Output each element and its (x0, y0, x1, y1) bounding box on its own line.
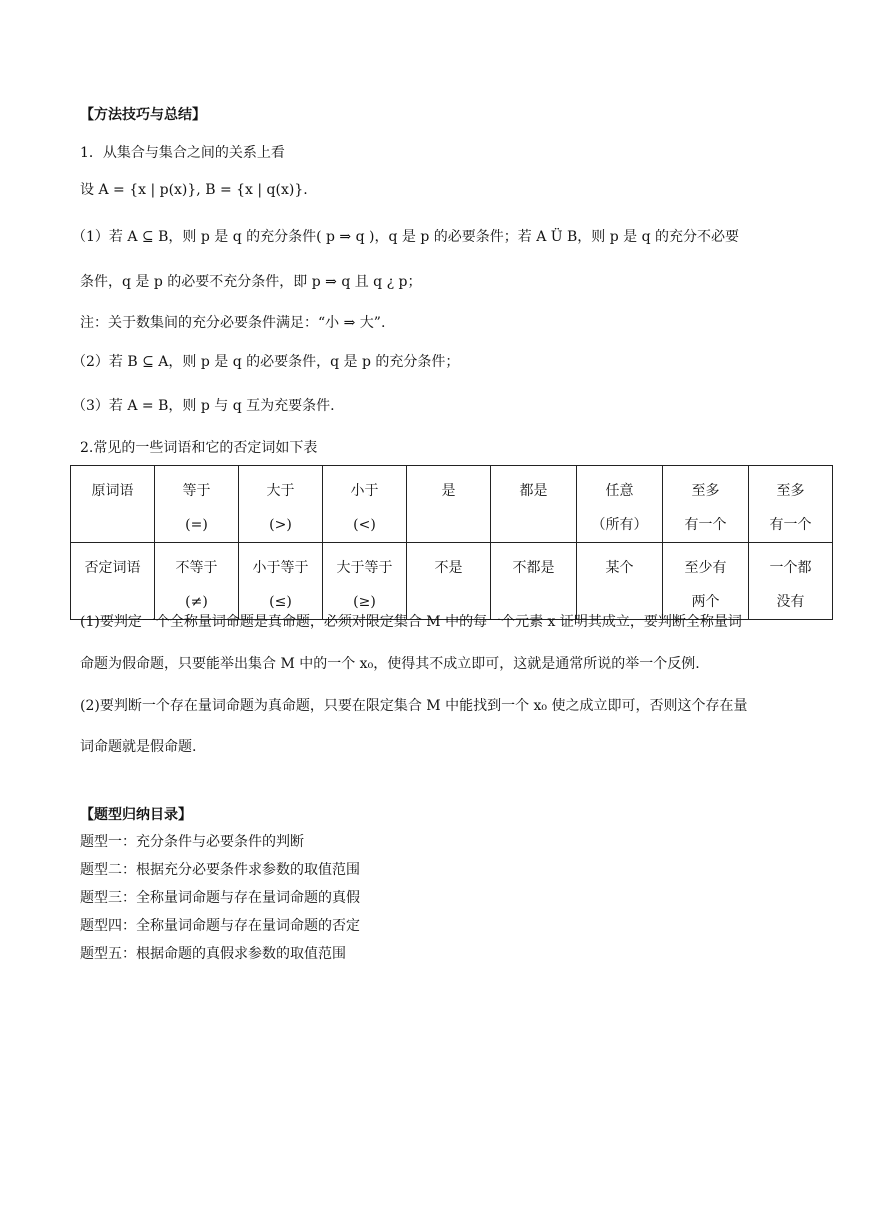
paragraph2-line2: 词命题就是假命题. (80, 739, 197, 755)
table-cell: 不等于 (≠) (155, 543, 239, 620)
table-row-negation (71, 543, 833, 620)
toc-item: 题型三：全称量词命题与存在量词命题的真假 (80, 890, 360, 906)
toc-item: 题型五：根据命题的真假求参数的取值范围 (80, 946, 346, 962)
section-heading-methods: 【方法技巧与总结】 (80, 107, 206, 123)
table-cell: 某个 (577, 543, 663, 620)
set-definition: 设 A = {x | p(x)}, B = {x | q(x)}. (80, 182, 308, 198)
toc-item: 题型二：根据充分必要条件求参数的取值范围 (80, 862, 360, 878)
table-cell: 原词语 (71, 466, 155, 543)
case3-line: （3）若 A = B，则 p 与 q 互为充要条件. (72, 398, 335, 414)
toc-item: 题型四：全称量词命题与存在量词命题的否定 (80, 918, 360, 934)
case2-line: （2）若 B ⊆ A，则 p 是 q 的必要条件，q 是 p 的充分条件； (72, 354, 460, 370)
table-cell: 不是 (407, 543, 491, 620)
table-cell: 大于 (>) (239, 466, 323, 543)
table-row-original (71, 466, 833, 543)
section2-title: 2.常见的一些词语和它的否定词如下表 (80, 440, 318, 456)
paragraph1-line2: 命题为假命题，只要能举出集合 M 中的一个 x₀，使得其不成立即可，这就是通常所说的举一个反例. (80, 656, 700, 672)
paragraph1-line1: (1)要判定一个全称量词命题是真命题，必须对限定集合 M 中的每一个元素 x 证明其成立，要判断全称量词 (80, 614, 742, 630)
table-cell: 否定词语 (71, 543, 155, 620)
table-cell: 至多 有一个 (749, 466, 833, 543)
table-cell: 是 (407, 466, 491, 543)
table-cell: 至多 有一个 (663, 466, 749, 543)
table-cell: 至少有 两个 (663, 543, 749, 620)
case1-line2: 条件，q 是 p 的必要不充分条件，即 p ⇒ q 且 q ¿ p； (80, 274, 422, 290)
table-cell: 都是 (491, 466, 577, 543)
table-cell: 小于等于 (≤) (239, 543, 323, 620)
case1-line1: （1）若 A ⊆ B，则 p 是 q 的充分条件( p ⇒ q )，q 是 p 的必要条件；若 A Ü B，则 p 是 q 的充分不必要 (72, 229, 740, 245)
table-cell: 大于等于 (≥) (323, 543, 407, 620)
table-cell: 等于 (=) (155, 466, 239, 543)
paragraph2-line1: (2)要判断一个存在量词命题为真命题，只要在限定集合 M 中能找到一个 x₀ 使之成立即可，否则这个存在量 (80, 698, 748, 714)
table-cell: 一个都 没有 (749, 543, 833, 620)
negation-table (70, 465, 833, 620)
section-heading-toc: 【题型归纳目录】 (80, 807, 192, 823)
toc-item: 题型一：充分条件与必要条件的判断 (80, 834, 304, 850)
note-line: 注：关于数集间的充分必要条件满足：“小 ⇒ 大”. (80, 315, 386, 331)
item1-title: 1．从集合与集合之间的关系上看 (80, 145, 285, 161)
table-cell: 不都是 (491, 543, 577, 620)
table-cell: 任意 （所有） (577, 466, 663, 543)
table-cell: 小于 (<) (323, 466, 407, 543)
